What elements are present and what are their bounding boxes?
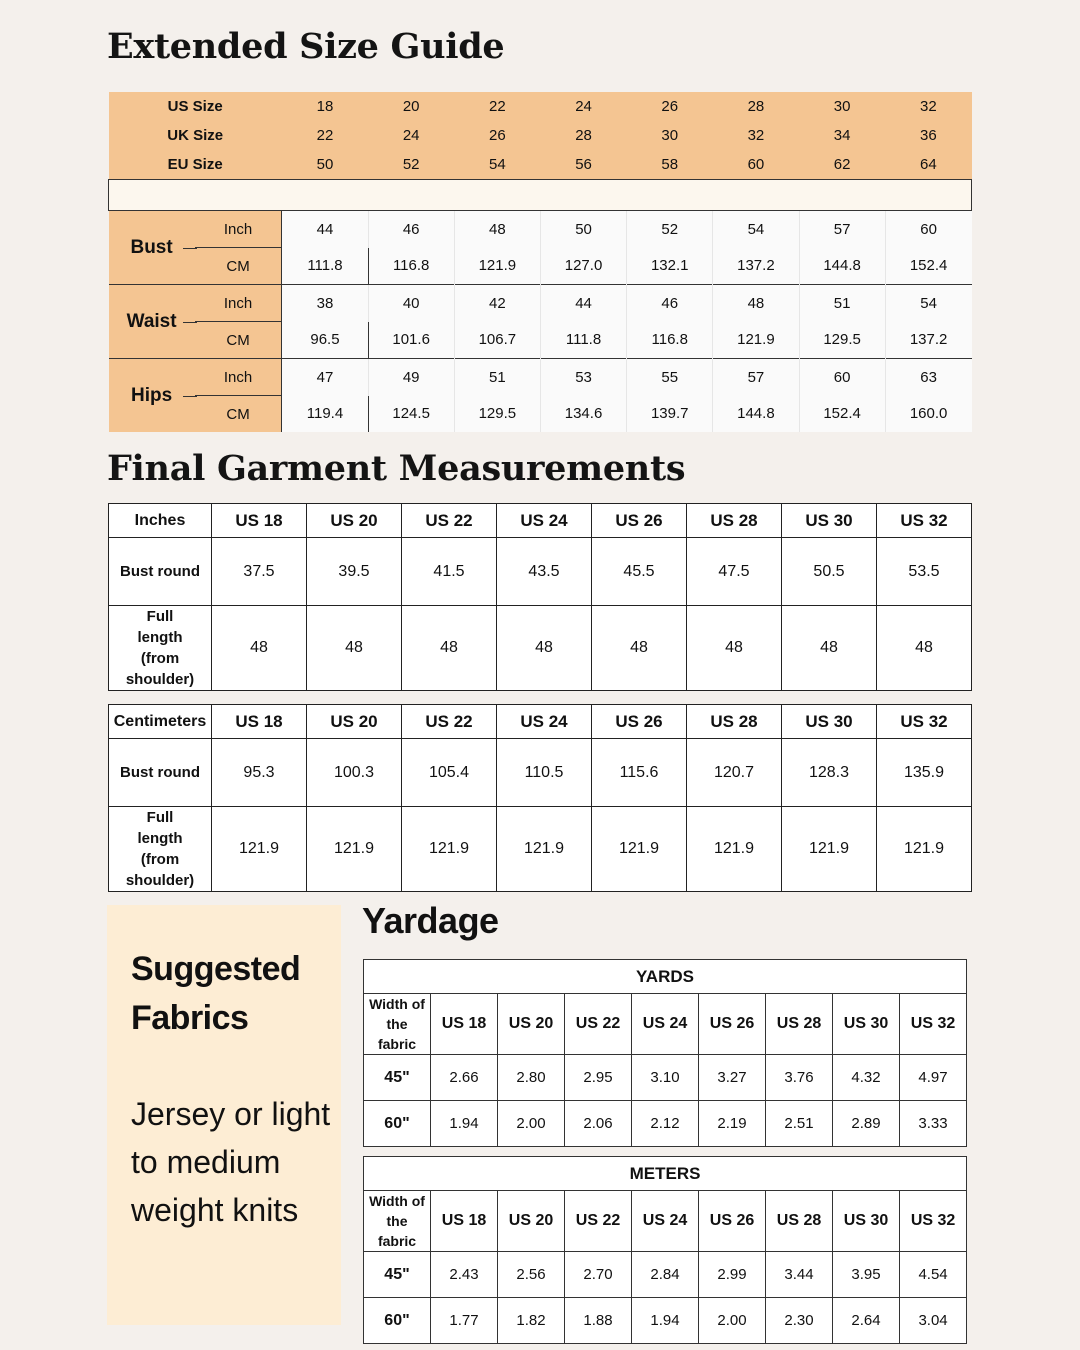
- garment-value: 105.4: [402, 739, 497, 807]
- fabric-width-label: Width of the fabric: [364, 1191, 431, 1252]
- yardage-value: 1.82: [498, 1298, 565, 1344]
- measurement-cm-row: [109, 322, 972, 359]
- garment-row-label: Bust round: [109, 538, 212, 606]
- garment-value: 121.9: [402, 807, 497, 892]
- yardage-unit-label: YARDS: [364, 960, 967, 994]
- measurement-label: [109, 359, 195, 433]
- inch-value: 50: [540, 211, 626, 248]
- unit-label-inch: Inch: [195, 359, 282, 396]
- size-value: 30: [627, 121, 713, 150]
- inch-value: 55: [627, 359, 713, 396]
- yardage-value: 2.70: [565, 1252, 632, 1298]
- garment-value: 48: [212, 606, 307, 691]
- garment-size-header: US 26: [592, 705, 687, 739]
- yardage-row: [364, 1101, 967, 1147]
- inch-value: 48: [454, 211, 540, 248]
- size-value: 34: [799, 121, 885, 150]
- yardage-size-header: US 20: [498, 994, 565, 1055]
- garment-value: 121.9: [592, 807, 687, 892]
- cm-value: 116.8: [368, 248, 454, 285]
- yardage-value: 2.12: [632, 1101, 699, 1147]
- yardage-meters-table: [363, 1156, 967, 1344]
- size-value: 50: [282, 150, 368, 180]
- measurement-name: Bust: [130, 236, 173, 258]
- fabric-width-value: 45": [364, 1055, 431, 1101]
- size-header-row: [109, 92, 972, 121]
- garment-value: 48: [497, 606, 592, 691]
- garment-value: 135.9: [877, 739, 972, 807]
- garment-size-header: US 20: [307, 705, 402, 739]
- unit-label-inch: Inch: [195, 211, 282, 248]
- inch-value: 57: [799, 211, 885, 248]
- yardage-value: 1.88: [565, 1298, 632, 1344]
- inch-value: 44: [540, 285, 626, 322]
- garment-value: 120.7: [687, 739, 782, 807]
- size-value: 36: [885, 121, 971, 150]
- size-header-row: [109, 121, 972, 150]
- yardage-value: 3.33: [900, 1101, 967, 1147]
- yardage-value: 3.27: [699, 1055, 766, 1101]
- size-value: 26: [627, 92, 713, 121]
- cm-value: 106.7: [454, 322, 540, 359]
- measurement-inch-row: [109, 211, 972, 248]
- yardage-value: 2.64: [833, 1298, 900, 1344]
- yardage-value: 2.95: [565, 1055, 632, 1101]
- yardage-value: 4.54: [900, 1252, 967, 1298]
- cm-value: 137.2: [885, 322, 971, 359]
- suggested-fabrics-panel: [107, 905, 341, 1325]
- inch-value: 51: [799, 285, 885, 322]
- yardage-row: [364, 1252, 967, 1298]
- cm-value: 111.8: [540, 322, 626, 359]
- yardage-value: 3.44: [766, 1252, 833, 1298]
- garment-value: 115.6: [592, 739, 687, 807]
- inch-value: 54: [713, 211, 799, 248]
- yardage-size-header: US 18: [431, 1191, 498, 1252]
- size-value: 54: [454, 150, 540, 180]
- garment-value: 95.3: [212, 739, 307, 807]
- cm-value: 152.4: [885, 248, 971, 285]
- garment-size-header: US 30: [782, 705, 877, 739]
- garment-value: 37.5: [212, 538, 307, 606]
- inch-value: 53: [540, 359, 626, 396]
- label-divider: [183, 248, 197, 249]
- yardage-value: 2.51: [766, 1101, 833, 1147]
- unit-label-cm: CM: [195, 396, 282, 433]
- garment-size-header: US 28: [687, 504, 782, 538]
- size-value: 24: [540, 92, 626, 121]
- size-header-row: [109, 150, 972, 180]
- garment-value: 48: [877, 606, 972, 691]
- garment-value: 43.5: [497, 538, 592, 606]
- yardage-unit-row: [364, 1157, 967, 1191]
- inch-value: 54: [885, 285, 971, 322]
- garment-value: 121.9: [497, 807, 592, 892]
- inch-value: 46: [368, 211, 454, 248]
- measurement-name: Waist: [126, 310, 177, 332]
- cm-value: 134.6: [540, 396, 626, 433]
- label-divider: [183, 396, 197, 397]
- garment-cm-table: [108, 704, 972, 892]
- inch-value: 49: [368, 359, 454, 396]
- garment-value: 48: [782, 606, 877, 691]
- measurement-label: [109, 285, 195, 359]
- yardage-value: 1.94: [632, 1298, 699, 1344]
- yardage-value: 3.04: [900, 1298, 967, 1344]
- size-value: 64: [885, 150, 971, 180]
- unit-label-cm: CM: [195, 248, 282, 285]
- fabric-width-value: 60": [364, 1101, 431, 1147]
- yardage-size-header: US 32: [900, 994, 967, 1055]
- garment-size-header: US 28: [687, 705, 782, 739]
- garment-value: 48: [307, 606, 402, 691]
- inch-value: 42: [454, 285, 540, 322]
- size-value: 20: [368, 92, 454, 121]
- cm-value: 96.5: [282, 322, 368, 359]
- garment-value: 47.5: [687, 538, 782, 606]
- yardage-size-header: US 18: [431, 994, 498, 1055]
- yardage-size-header: US 30: [833, 1191, 900, 1252]
- cm-value: 144.8: [713, 396, 799, 433]
- yardage-size-header: US 28: [766, 1191, 833, 1252]
- garment-size-header: US 30: [782, 504, 877, 538]
- garment-value: 45.5: [592, 538, 687, 606]
- inch-value: 40: [368, 285, 454, 322]
- garment-size-header: US 18: [212, 705, 307, 739]
- size-guide-title: Extended Size Guide: [107, 26, 505, 67]
- cm-value: 144.8: [799, 248, 885, 285]
- fabric-width-value: 60": [364, 1298, 431, 1344]
- garment-value: 39.5: [307, 538, 402, 606]
- measurement-inch-row: [109, 359, 972, 396]
- cm-value: 121.9: [713, 322, 799, 359]
- garment-size-header: US 32: [877, 705, 972, 739]
- yardage-value: 2.30: [766, 1298, 833, 1344]
- garment-value: 53.5: [877, 538, 972, 606]
- size-value: 56: [540, 150, 626, 180]
- label-divider: [183, 322, 197, 323]
- garment-size-header: US 32: [877, 504, 972, 538]
- yardage-size-header: US 22: [565, 1191, 632, 1252]
- inch-value: 46: [627, 285, 713, 322]
- garment-size-header: US 22: [402, 504, 497, 538]
- yardage-row: [364, 1055, 967, 1101]
- garment-value: 48: [592, 606, 687, 691]
- cm-value: 101.6: [368, 322, 454, 359]
- garment-value: 128.3: [782, 739, 877, 807]
- yardage-value: 2.99: [699, 1252, 766, 1298]
- yardage-value: 4.32: [833, 1055, 900, 1101]
- size-value: 18: [282, 92, 368, 121]
- size-value: 22: [282, 121, 368, 150]
- inch-value: 60: [885, 211, 971, 248]
- yardage-value: 2.66: [431, 1055, 498, 1101]
- inch-value: 38: [282, 285, 368, 322]
- inch-value: 63: [885, 359, 971, 396]
- size-value: 62: [799, 150, 885, 180]
- size-value: 60: [713, 150, 799, 180]
- fabrics-text: Jersey or light to medium weight knits: [131, 1096, 331, 1228]
- inch-value: 57: [713, 359, 799, 396]
- yardage-value: 2.06: [565, 1101, 632, 1147]
- garment-row: [109, 739, 972, 807]
- yardage-size-header: US 20: [498, 1191, 565, 1252]
- yardage-value: 4.97: [900, 1055, 967, 1101]
- size-value: 28: [713, 92, 799, 121]
- garment-header-row: [109, 705, 972, 739]
- garment-value: 110.5: [497, 739, 592, 807]
- size-value: 58: [627, 150, 713, 180]
- cm-value: 127.0: [540, 248, 626, 285]
- yardage-size-header: US 28: [766, 994, 833, 1055]
- yardage-title: Yardage: [362, 900, 499, 941]
- size-guide-table: [108, 92, 972, 432]
- garment-value: 50.5: [782, 538, 877, 606]
- yardage-value: 2.56: [498, 1252, 565, 1298]
- size-system-label: UK Size: [109, 121, 282, 150]
- cm-value: 139.7: [627, 396, 713, 433]
- measurement-label: [109, 211, 195, 285]
- garment-row-label: Full length (from shoulder): [109, 606, 212, 691]
- unit-label-cm: CM: [195, 322, 282, 359]
- garment-size-header: US 20: [307, 504, 402, 538]
- garment-size-header: US 24: [497, 504, 592, 538]
- cm-value: 137.2: [713, 248, 799, 285]
- cm-value: 129.5: [454, 396, 540, 433]
- size-value: 24: [368, 121, 454, 150]
- yardage-size-header: US 30: [833, 994, 900, 1055]
- inch-value: 52: [627, 211, 713, 248]
- yardage-size-header: US 24: [632, 1191, 699, 1252]
- size-system-label: US Size: [109, 92, 282, 121]
- garment-value: 121.9: [782, 807, 877, 892]
- measurement-cm-row: [109, 396, 972, 433]
- yardage-size-header: US 24: [632, 994, 699, 1055]
- yardage-unit-label: METERS: [364, 1157, 967, 1191]
- yardage-size-header: US 26: [699, 1191, 766, 1252]
- size-system-label: EU Size: [109, 150, 282, 180]
- garment-value: 121.9: [212, 807, 307, 892]
- yardage-value: 2.89: [833, 1101, 900, 1147]
- yardage-row: [364, 1298, 967, 1344]
- unit-label-inch: Inch: [195, 285, 282, 322]
- yardage-value: 1.94: [431, 1101, 498, 1147]
- yardage-header-row: [364, 994, 967, 1055]
- garment-header-row: [109, 504, 972, 538]
- inch-value: 48: [713, 285, 799, 322]
- fabrics-title: Suggested Fabrics: [131, 950, 301, 1037]
- measurement-name: Hips: [131, 384, 173, 406]
- final-garment-title: Final Garment Measurements: [107, 448, 686, 489]
- yardage-value: 2.00: [699, 1298, 766, 1344]
- cm-value: 111.8: [282, 248, 368, 285]
- yardage-size-header: US 26: [699, 994, 766, 1055]
- size-value: 26: [454, 121, 540, 150]
- size-value: 30: [799, 92, 885, 121]
- cm-value: 152.4: [799, 396, 885, 433]
- size-guide-header: [109, 92, 972, 180]
- cm-value: 132.1: [627, 248, 713, 285]
- garment-row: [109, 606, 972, 691]
- fabric-width-value: 45": [364, 1252, 431, 1298]
- garment-inches-table: [108, 503, 972, 691]
- yardage-value: 3.10: [632, 1055, 699, 1101]
- size-value: 32: [713, 121, 799, 150]
- inch-value: 60: [799, 359, 885, 396]
- garment-value: 121.9: [877, 807, 972, 892]
- size-guide-spacer: [109, 180, 972, 211]
- inch-value: 47: [282, 359, 368, 396]
- inch-value: 44: [282, 211, 368, 248]
- garment-size-header: US 22: [402, 705, 497, 739]
- size-value: 22: [454, 92, 540, 121]
- garment-row-label: Full length (from shoulder): [109, 807, 212, 892]
- garment-row: [109, 807, 972, 892]
- cm-value: 124.5: [368, 396, 454, 433]
- fabric-width-label: Width of the fabric: [364, 994, 431, 1055]
- size-value: 52: [368, 150, 454, 180]
- garment-size-header: US 18: [212, 504, 307, 538]
- cm-value: 119.4: [282, 396, 368, 433]
- cm-value: 121.9: [454, 248, 540, 285]
- yardage-value: 2.84: [632, 1252, 699, 1298]
- size-guide-body: [109, 211, 972, 433]
- cm-value: 116.8: [627, 322, 713, 359]
- yardage-value: 1.77: [431, 1298, 498, 1344]
- yardage-unit-row: [364, 960, 967, 994]
- size-value: 28: [540, 121, 626, 150]
- yardage-size-header: US 22: [565, 994, 632, 1055]
- garment-unit-label: Centimeters: [109, 705, 212, 739]
- garment-value: 48: [402, 606, 497, 691]
- yardage-value: 2.19: [699, 1101, 766, 1147]
- cm-value: 160.0: [885, 396, 971, 433]
- garment-value: 121.9: [307, 807, 402, 892]
- garment-unit-label: Inches: [109, 504, 212, 538]
- yardage-value: 2.00: [498, 1101, 565, 1147]
- yardage-header-row: [364, 1191, 967, 1252]
- measurement-cm-row: [109, 248, 972, 285]
- measurement-inch-row: [109, 285, 972, 322]
- garment-size-header: US 26: [592, 504, 687, 538]
- size-value: 32: [885, 92, 971, 121]
- garment-value: 121.9: [687, 807, 782, 892]
- yardage-yards-table: [363, 959, 967, 1147]
- garment-value: 100.3: [307, 739, 402, 807]
- garment-size-header: US 24: [497, 705, 592, 739]
- yardage-value: 3.76: [766, 1055, 833, 1101]
- garment-row: [109, 538, 972, 606]
- garment-row-label: Bust round: [109, 739, 212, 807]
- garment-value: 48: [687, 606, 782, 691]
- yardage-value: 3.95: [833, 1252, 900, 1298]
- yardage-value: 2.43: [431, 1252, 498, 1298]
- yardage-size-header: US 32: [900, 1191, 967, 1252]
- yardage-value: 2.80: [498, 1055, 565, 1101]
- inch-value: 51: [454, 359, 540, 396]
- garment-value: 41.5: [402, 538, 497, 606]
- cm-value: 129.5: [799, 322, 885, 359]
